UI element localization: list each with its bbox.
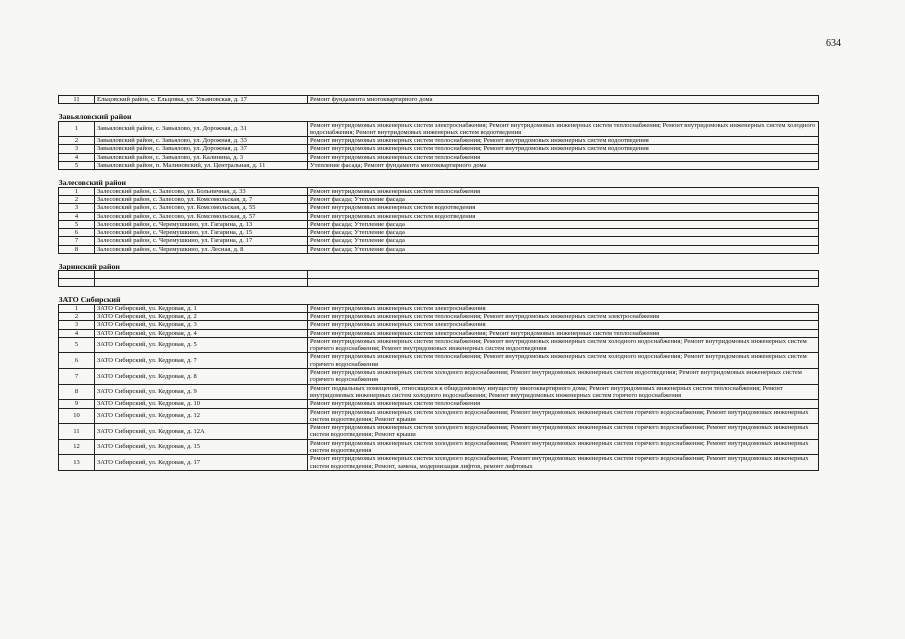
empty-cell bbox=[308, 279, 819, 287]
table-row bbox=[59, 96, 819, 104]
row-address: ЗАТО Сибирский, ул. Кедровая, д. 3 bbox=[95, 321, 308, 329]
table-row bbox=[59, 121, 819, 137]
row-works: Ремонт внутридомовых инженерных систем холодного водоснабжения; Ремонт внутридомовых инженерных систем горячего водоснабжения; Ремонт внутридомовых инженерных систем водоотведения; Ремонт, замена, модернизация лифтов, ремонт лифтовых bbox=[308, 455, 819, 471]
empty-cell bbox=[59, 271, 95, 279]
row-works: Ремонт внутридомовых инженерных систем теплоснабжения bbox=[308, 187, 819, 195]
row-number: 5 bbox=[59, 162, 95, 170]
table-row bbox=[59, 369, 819, 385]
row-works: Ремонт фасада; Утепление фасада bbox=[308, 195, 819, 203]
section-title: Заринский район bbox=[58, 262, 120, 271]
row-number: 1 bbox=[59, 304, 95, 312]
table-row bbox=[59, 153, 819, 161]
row-works: Ремонт внутридомовых инженерных систем холодного водоснабжения; Ремонт внутридомовых инженерных систем водоотведения; Ремонт внутридомовых инженерных систем горячего водоснабжения bbox=[308, 369, 819, 385]
row-number: 12 bbox=[59, 439, 95, 455]
row-works: Ремонт фасада; Утепление фасада bbox=[308, 237, 819, 245]
table-row bbox=[59, 229, 819, 237]
table-row bbox=[59, 439, 819, 455]
row-address: Залесовский район, с. Залесово, ул. Комсомольская, д. 7 bbox=[95, 195, 308, 203]
row-number: 2 bbox=[59, 312, 95, 320]
row-address: ЗАТО Сибирский, ул. Кедровая, д. 7 bbox=[95, 353, 308, 369]
row-address: Залесовский район, с. Залесово, ул. Комсомольская, д. 57 bbox=[95, 212, 308, 220]
row-address: Залесовский район, с. Черемушкино, ул. Гагарина, д. 17 bbox=[95, 237, 308, 245]
row-works: Ремонт внутридомовых инженерных систем холодного водоснабжения; Ремонт внутридомовых инженерных систем горячего водоснабжения; Ремонт внутридомовых инженерных систем водоотведения bbox=[308, 439, 819, 455]
row-number: 5 bbox=[59, 337, 95, 353]
row-number: 2 bbox=[59, 195, 95, 203]
empty-cell bbox=[95, 279, 308, 287]
section-title: ЗАТО Сибирский bbox=[58, 295, 121, 305]
row-address: Залесовский район, с. Залесово, ул. Комсомольская, д. 55 bbox=[95, 204, 308, 212]
row-address: ЗАТО Сибирский, ул. Кедровая, д. 8 bbox=[95, 369, 308, 385]
row-number: 11 bbox=[59, 424, 95, 440]
row-address: Залесовский район, с. Черемушкино, ул. Лесная, д. 8 bbox=[95, 245, 308, 253]
row-works: Ремонт внутридомовых инженерных систем водоотведения bbox=[308, 204, 819, 212]
table-row bbox=[59, 220, 819, 228]
row-works: Ремонт внутридомовых инженерных систем холодного водоснабжения; Ремонт внутридомовых инженерных систем горячего водоснабжения; Ремонт внутридомовых инженерных систем водоотведения; Ремонт крыши bbox=[308, 424, 819, 440]
section-title: Залесовский район bbox=[58, 178, 126, 188]
row-number: 7 bbox=[59, 369, 95, 385]
row-number: 3 bbox=[59, 321, 95, 329]
row-works: Ремонт фундамента многоквартирного дома bbox=[308, 96, 819, 104]
row-works: Ремонт внутридомовых инженерных систем электроснабжения; Ремонт внутридомовых инженерных систем теплоснабжения; Ремонт внутридомовых инженерных систем холодного водоснабжения; Ремонт внутридомовых инженерных систем водоотведения bbox=[308, 121, 819, 137]
table-row bbox=[59, 187, 819, 195]
row-address: Завьяловский район, с. Завьялово, ул. Калинина, д. 3 bbox=[95, 153, 308, 161]
row-number: 3 bbox=[59, 204, 95, 212]
row-works: Ремонт внутридомовых инженерных систем теплоснабжения; Ремонт внутридомовых инженерных систем холодного водоснабжения; Ремонт внутридомовых инженерных систем горячего водоснабжения bbox=[308, 353, 819, 369]
table-row bbox=[59, 408, 819, 424]
row-works: Ремонт внутридомовых инженерных систем теплоснабжения; Ремонт внутридомовых инженерных систем водоотведения bbox=[308, 145, 819, 153]
row-number: 5 bbox=[59, 220, 95, 228]
section-header bbox=[59, 104, 819, 121]
empty-row bbox=[59, 279, 819, 287]
empty-cell bbox=[308, 271, 819, 279]
row-number: 2 bbox=[59, 137, 95, 145]
row-works: Ремонт внутридомовых инженерных систем электроснабжения bbox=[308, 304, 819, 312]
row-works: Ремонт внутридомовых инженерных систем электроснабжения; Ремонт внутридомовых инженерных систем теплоснабжения bbox=[308, 329, 819, 337]
row-number: 6 bbox=[59, 229, 95, 237]
row-works: Ремонт внутридомовых инженерных систем холодного водоснабжения; Ремонт внутридомовых инженерных систем горячего водоснабжения; Ремонт внутридомовых инженерных систем водоотведения; Ремонт крыши bbox=[308, 408, 819, 424]
row-works: Ремонт подвальных помещений, относящихся к общедомовому имуществу многоквартирного дома; Ремонт внутридомовых инженерных систем теплоснабжения; Ремонт внутридомовых инженерных систем холодного водоснабжения; Ремонт внутридомовых инженерных систем горячего водоснабжения bbox=[308, 384, 819, 400]
table-row bbox=[59, 237, 819, 245]
table-row bbox=[59, 329, 819, 337]
row-address: Залесовский район, с. Залесово, ул. Больничная, д. 33 bbox=[95, 187, 308, 195]
section-title: Завьяловский район bbox=[58, 112, 132, 122]
row-address: ЗАТО Сибирский, ул. Кедровая, д. 17 bbox=[95, 455, 308, 471]
row-works: Ремонт внутридомовых инженерных систем теплоснабжения; Ремонт внутридомовых инженерных систем электроснабжения bbox=[308, 312, 819, 320]
row-number: 7 bbox=[59, 237, 95, 245]
empty-cell bbox=[95, 271, 308, 279]
table-row bbox=[59, 145, 819, 153]
row-works: Ремонт внутридомовых инженерных систем электроснабжения bbox=[308, 321, 819, 329]
row-works: Ремонт внутридомовых инженерных систем водоотведения bbox=[308, 212, 819, 220]
row-works: Ремонт фасада; Утепление фасада bbox=[308, 229, 819, 237]
section-header bbox=[59, 254, 819, 271]
table-row bbox=[59, 195, 819, 203]
row-address: ЗАТО Сибирский, ул. Кедровая, д. 12 bbox=[95, 408, 308, 424]
table-row bbox=[59, 400, 819, 408]
page-number: 634 bbox=[826, 38, 841, 49]
table-row bbox=[59, 162, 819, 170]
row-number: 6 bbox=[59, 353, 95, 369]
row-number: 4 bbox=[59, 212, 95, 220]
row-address: ЗАТО Сибирский, ул. Кедровая, д. 1 bbox=[95, 304, 308, 312]
row-address: Залесовский район, с. Черемушкино, ул. Гагарина, д. 13 bbox=[95, 220, 308, 228]
row-works: Ремонт фасада; Утепление фасада bbox=[308, 220, 819, 228]
table-row bbox=[59, 353, 819, 369]
table-row bbox=[59, 204, 819, 212]
row-works: Утепление фасада; Ремонт фундамента многоквартирного дома bbox=[308, 162, 819, 170]
row-works: Ремонт внутридомовых инженерных систем теплоснабжения bbox=[308, 400, 819, 408]
row-works: Ремонт внутридомовых инженерных систем теплоснабжения; Ремонт внутридомовых инженерных систем холодного водоснабжения; Ремонт внутридомовых инженерных систем горячего водоснабжения; Ремонт внутридомовых инженерных систем водоотведения bbox=[308, 337, 819, 353]
row-address: Завьяловский район, с. Завьялово, ул. Дорожная, д. 33 bbox=[95, 137, 308, 145]
section-header bbox=[59, 287, 819, 304]
row-number: 4 bbox=[59, 153, 95, 161]
table-row bbox=[59, 137, 819, 145]
row-address: ЗАТО Сибирский, ул. Кедровая, д. 10 bbox=[95, 400, 308, 408]
table-row bbox=[59, 245, 819, 253]
empty-cell bbox=[59, 279, 95, 287]
table-row bbox=[59, 212, 819, 220]
table-row bbox=[59, 424, 819, 440]
row-address: ЗАТО Сибирский, ул. Кедровая, д. 15 bbox=[95, 439, 308, 455]
row-address: ЗАТО Сибирский, ул. Кедровая, д. 2 bbox=[95, 312, 308, 320]
table-row bbox=[59, 384, 819, 400]
row-address: ЗАТО Сибирский, ул. Кедровая, д. 12А bbox=[95, 424, 308, 440]
row-number: 8 bbox=[59, 245, 95, 253]
row-address: Залесовский район, с. Черемушкино, ул. Гагарина, д. 15 bbox=[95, 229, 308, 237]
table-row bbox=[59, 337, 819, 353]
row-works: Ремонт внутридомовых инженерных систем теплоснабжения bbox=[308, 153, 819, 161]
row-address: ЗАТО Сибирский, ул. Кедровая, д. 9 bbox=[95, 384, 308, 400]
row-address: ЗАТО Сибирский, ул. Кедровая, д. 4 bbox=[95, 329, 308, 337]
row-number: 1 bbox=[59, 187, 95, 195]
row-number: 1 bbox=[59, 121, 95, 137]
row-number: 3 bbox=[59, 145, 95, 153]
row-works: Ремонт внутридомовых инженерных систем теплоснабжения; Ремонт внутридомовых инженерных систем водоотведения bbox=[308, 137, 819, 145]
repair-program-table bbox=[58, 95, 819, 471]
row-address: Ельцовский район, с. Ельцовка, ул. Ульяновская, д. 17 bbox=[95, 96, 308, 104]
row-number: 8 bbox=[59, 384, 95, 400]
row-number: 11 bbox=[59, 96, 95, 104]
row-address: Завьяловский район, с. Завьялово, ул. Дорожная, д. 31 bbox=[95, 121, 308, 137]
row-address: Завьяловский район, с. Завьялово, ул. Дорожная, д. 37 bbox=[95, 145, 308, 153]
table-row bbox=[59, 312, 819, 320]
row-number: 10 bbox=[59, 408, 95, 424]
table-row bbox=[59, 321, 819, 329]
row-address: ЗАТО Сибирский, ул. Кедровая, д. 5 bbox=[95, 337, 308, 353]
empty-row bbox=[59, 271, 819, 279]
row-number: 4 bbox=[59, 329, 95, 337]
section-header bbox=[59, 170, 819, 187]
row-number: 9 bbox=[59, 400, 95, 408]
table-row bbox=[59, 304, 819, 312]
table-body bbox=[59, 96, 819, 471]
row-works: Ремонт фасада; Утепление фасада bbox=[308, 245, 819, 253]
row-address: Завьяловский район, п. Малиновский, ул. Центральная, д. 11 bbox=[95, 162, 308, 170]
table-row bbox=[59, 455, 819, 471]
row-number: 13 bbox=[59, 455, 95, 471]
